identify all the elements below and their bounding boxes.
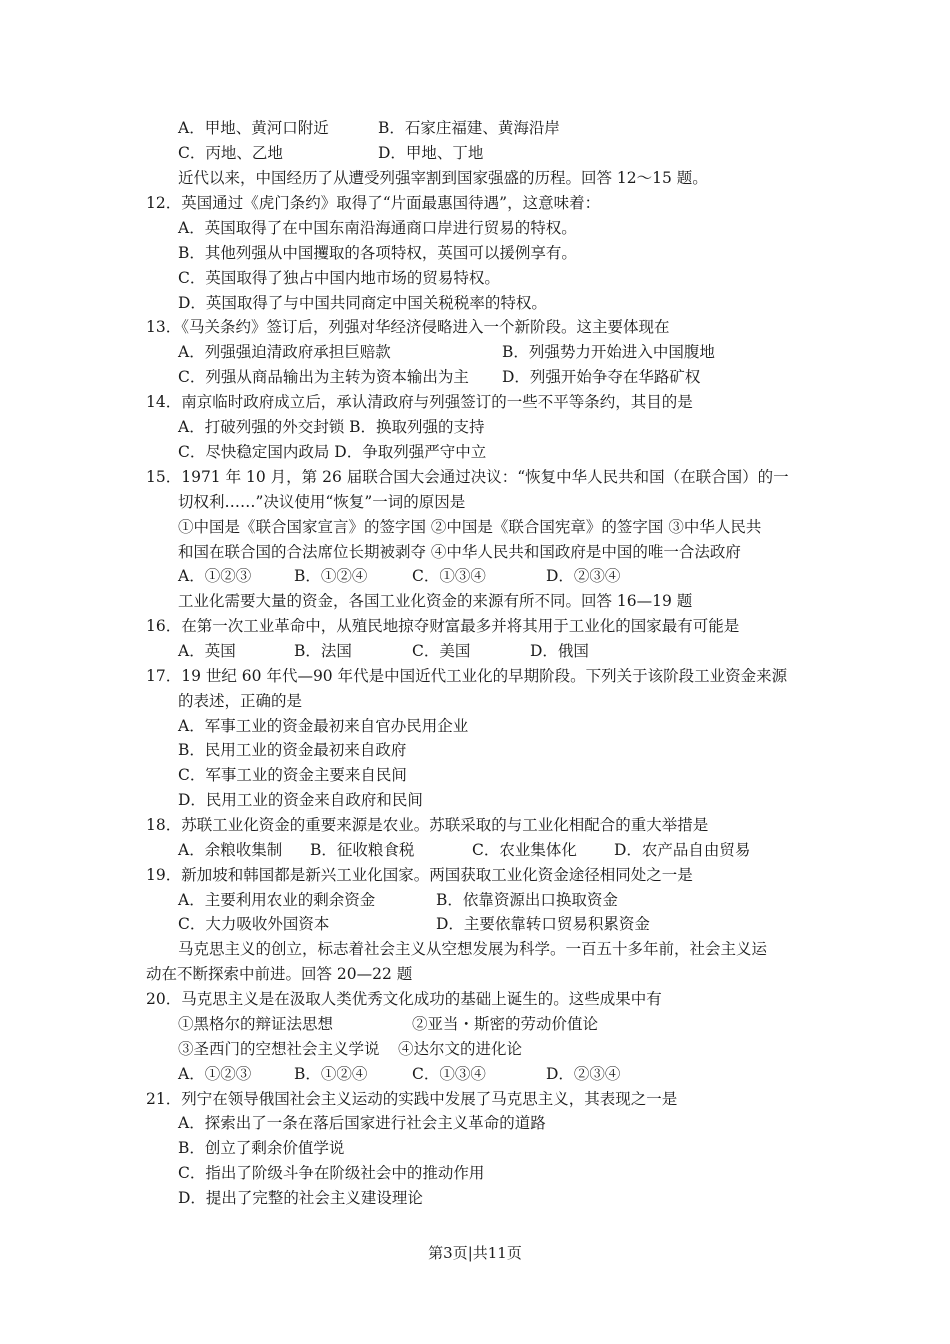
option-line: C．农业集体化 [472,841,577,859]
option-line: C．①③④ [412,1065,486,1083]
option-line: A．甲地、黄河口附近 [178,119,329,137]
option-line: B．法国 [294,642,352,660]
option-line: D．列强开始争夺在华路矿权 [502,368,701,386]
option-line: C．大力吸收外国资本 [178,915,330,933]
section-intro-cont: 动在不断探索中前进。回答 20—22 题 [146,965,413,983]
question-20-items: ①黑格尔的辩证法思想 [178,1015,334,1033]
option-line: A．①②③ [178,1065,252,1083]
option-line: D．主要依靠转口贸易积累资金 [436,915,650,933]
section-intro: 工业化需要大量的资金，各国工业化资金的来源有所不同。回答 16—19 题 [178,592,693,610]
option-line: C．列强从商品输出为主转为资本输出为主 [178,368,469,386]
option-line: B．石家庄福建、黄海沿岸 [378,119,560,137]
option-line: A．主要利用农业的剩余资金 [178,891,376,909]
option-line: B．其他列强从中国攫取的各项特权，英国可以援例享有。 [178,244,577,262]
option-line: C．指出了阶级斗争在阶级社会中的推动作用 [178,1164,485,1182]
question-20: 20．马克思主义是在汲取人类优秀文化成功的基础上诞生的。这些成果中有 [146,990,662,1008]
option-line: C．丙地、乙地 [178,144,283,162]
question-15-items: ①中国是《联合国家宣言》的签字国 ②中国是《联合国宪章》的签字国 ③中华人民共 [178,518,762,536]
option-line: A．英国取得了在中国东南沿海通商口岸进行贸易的特权。 [178,219,577,237]
option-line: C．军事工业的资金主要来自民间 [178,766,407,784]
section-intro: 马克思主义的创立，标志着社会主义从空想发展为科学。一百五十多年前，社会主义运 [178,940,768,958]
option-line: B．依靠资源出口换取资金 [436,891,618,909]
option-line: D．民用工业的资金来自政府和民间 [178,791,423,809]
option-line: B．创立了剩余价值学说 [178,1139,345,1157]
option-line: B．①②④ [294,567,368,585]
option-line: B．征收粮食税 [310,841,415,859]
option-line: A．军事工业的资金最初来自官办民用企业 [178,717,469,735]
question-18: 18．苏联工业化资金的重要来源是农业。苏联采取的与工业化相配合的重大举措是 [146,816,709,834]
option-line: A．探索出了一条在落后国家进行社会主义革命的道路 [178,1114,546,1132]
option-line: D．俄国 [530,642,589,660]
option-line: D．甲地、丁地 [378,144,484,162]
question-20-items: ③圣西门的空想社会主义学说 [178,1040,380,1058]
option-line: A．①②③ [178,567,252,585]
option-line: A．余粮收集制 [178,841,283,859]
question-21: 21．列宁在领导俄国社会主义运动的实践中发展了马克思主义，其表现之一是 [146,1090,678,1108]
option-line: A．列强强迫清政府承担巨赔款 [178,343,391,361]
question-13: 13．《马关条约》签订后，列强对华经济侵略进入一个新阶段。这主要体现在 [146,318,670,336]
option-line: A．英国 [178,642,236,660]
option-line: C．①③④ [412,567,486,585]
option-line: D．②③④ [546,567,621,585]
question-20-items: ②亚当・斯密的劳动价值论 [412,1015,599,1033]
option-line: B．①②④ [294,1065,368,1083]
option-line: A．打破列强的外交封锁 B．换取列强的支持 [178,418,485,436]
option-line: C．尽快稳定国内政局 D．争取列强严守中立 [178,443,487,461]
option-line: C．英国取得了独占中国内地市场的贸易特权。 [178,269,500,287]
question-17-cont: 的表述，正确的是 [178,692,303,710]
question-19: 19．新加坡和韩国都是新兴工业化国家。两国获取工业化资金途径相同处之一是 [146,866,693,884]
option-line: D．提出了完整的社会主义建设理论 [178,1189,423,1207]
question-15-cont: 切权利……”决议使用“恢复”一词的原因是 [178,493,466,511]
question-15: 15．1971 年 10 月，第 26 届联合国大会通过决议：“恢复中华人民共和国（在联合国）的一 [146,468,789,486]
question-16: 16．在第一次工业革命中，从殖民地掠夺财富最多并将其用于工业化的国家最有可能是 [146,617,740,635]
section-intro: 近代以来，中国经历了从遭受列强宰割到国家强盛的历程。回答 12～15 题。 [178,169,708,187]
question-20-items: ④达尔文的进化论 [398,1040,523,1058]
option-line: D．②③④ [546,1065,621,1083]
option-line: B．民用工业的资金最初来自政府 [178,741,407,759]
question-14: 14．南京临时政府成立后，承认清政府与列强签订的一些不平等条约，其目的是 [146,393,693,411]
page-number: 第3页|共11页 [428,1244,522,1262]
option-line: C．美国 [412,642,471,660]
option-line: D．英国取得了与中国共同商定中国关税税率的特权。 [178,294,547,312]
question-12: 12．英国通过《虎门条约》取得了“片面最惠国待遇”，这意味着： [146,194,601,212]
option-line: B．列强势力开始进入中国腹地 [502,343,715,361]
question-15-items: 和国在联合国的合法席位长期被剥夺 ④中华人民共和国政府是中国的唯一合法政府 [178,543,741,561]
option-line: D．农产品自由贸易 [614,841,751,859]
question-17: 17．19 世纪 60 年代—90 年代是中国近代工业化的早期阶段。下列关于该阶段工业资金来源 [146,667,788,685]
